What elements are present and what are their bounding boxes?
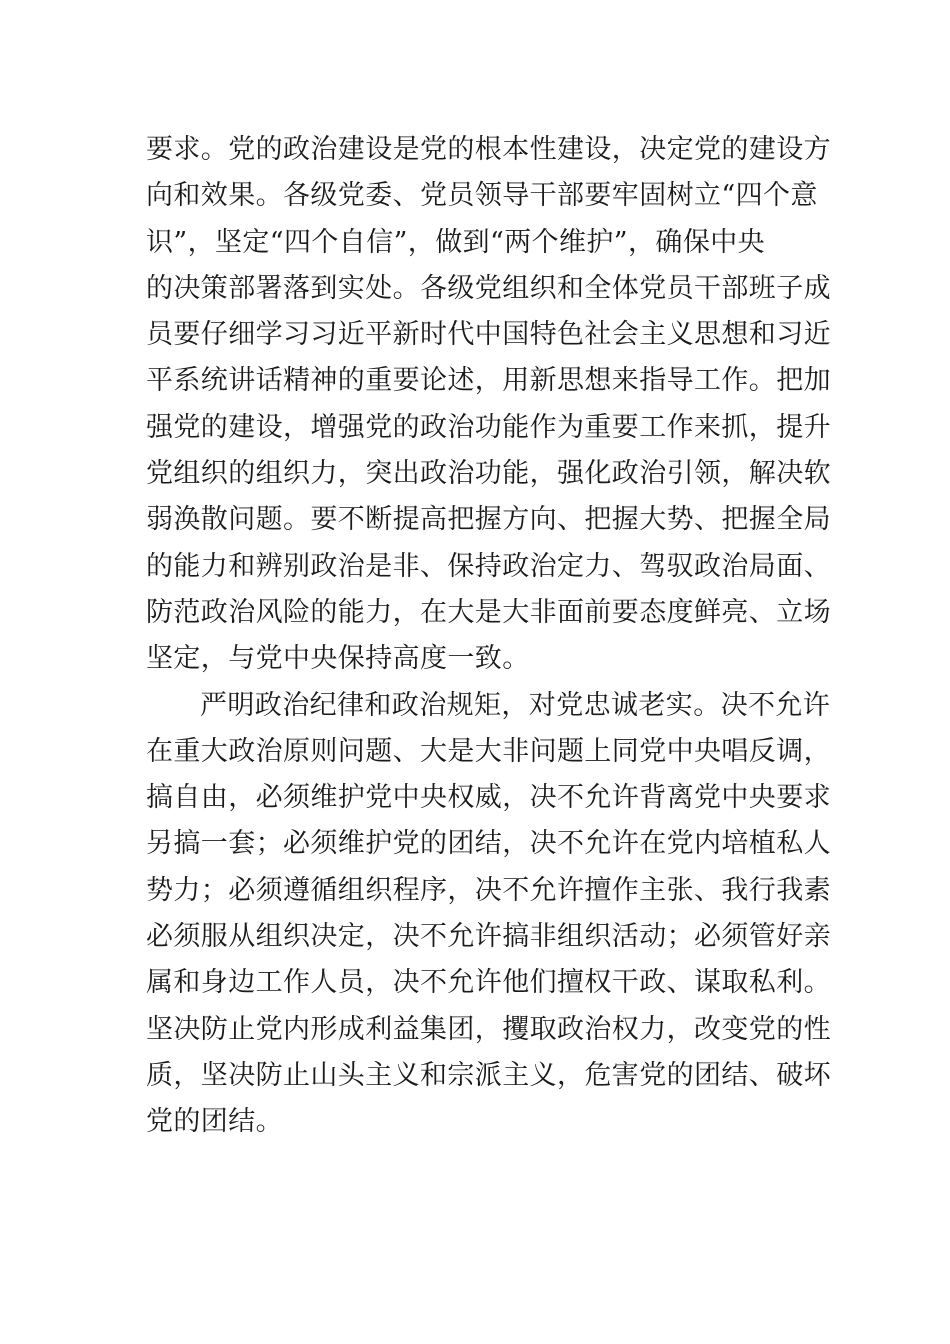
- text-line: 搞自由，必须维护党中央权威，决不允许背离党中央要求: [146, 782, 831, 814]
- text-line: 防范政治风险的能力，在大是大非面前要态度鲜亮、立场: [146, 596, 831, 628]
- text-line: 党的团结。: [146, 1106, 283, 1138]
- paragraph-1: [146, 127, 831, 683]
- text-line: 必须服从组织决定，决不允许搞非组织活动；必须管好亲: [146, 921, 831, 953]
- text-line: 员要仔细学习习近平新时代中国特色社会主义思想和习近: [146, 319, 831, 351]
- paragraph-2: [146, 683, 831, 1146]
- text-line: 另搞一套；必须维护党的团结，决不允许在党内培植私人: [146, 828, 831, 860]
- text-line: 的决策部署落到实处。各级党组织和全体党员干部班子成: [146, 272, 831, 304]
- text-line: 坚决防止党内形成利益集团，攫取政治权力，改变党的性: [146, 1013, 831, 1045]
- text-line: 质，坚决防止山头主义和宗派主义，危害党的团结、破坏: [146, 1059, 831, 1091]
- body-text: [146, 127, 831, 1146]
- text-line: 平系统讲话精神的重要论述，用新思想来指导工作。把加: [146, 365, 831, 397]
- text-line: 在重大政治原则问题、大是大非问题上同党中央唱反调，: [146, 735, 831, 767]
- text-line: 严明政治纪律和政治规矩，对党忠诚老实。决不允许: [200, 689, 831, 721]
- text-line: 要求。党的政治建设是党的根本性建设，决定党的建设方: [146, 134, 831, 165]
- text-line: 党组织的组织力，突出政治功能，强化政治引领，解决软: [146, 458, 831, 490]
- text-line: 坚定，与党中央保持高度一致。: [146, 643, 530, 675]
- text-line: 势力；必须遵循组织程序，决不允许擅作主张、我行我素: [146, 874, 831, 906]
- text-line: 强党的建设，增强党的政治功能作为重要工作来抓，提升: [146, 411, 831, 443]
- text-line: 向和效果。各级党委、党员领导干部要牢固树立“四个意: [146, 180, 818, 212]
- text-line: 属和身边工作人员，决不允许他们擅权干政、谋取私利。: [146, 967, 831, 999]
- text-line: 弱涣散问题。要不断提高把握方向、把握大势、把握全局: [146, 504, 831, 536]
- text-line: 的能力和辨别政治是非、保持政治定力、驾驭政治局面、: [146, 550, 831, 582]
- text-line: 识”，坚定“四个自信”，做到“两个维护”，确保中央: [146, 226, 766, 258]
